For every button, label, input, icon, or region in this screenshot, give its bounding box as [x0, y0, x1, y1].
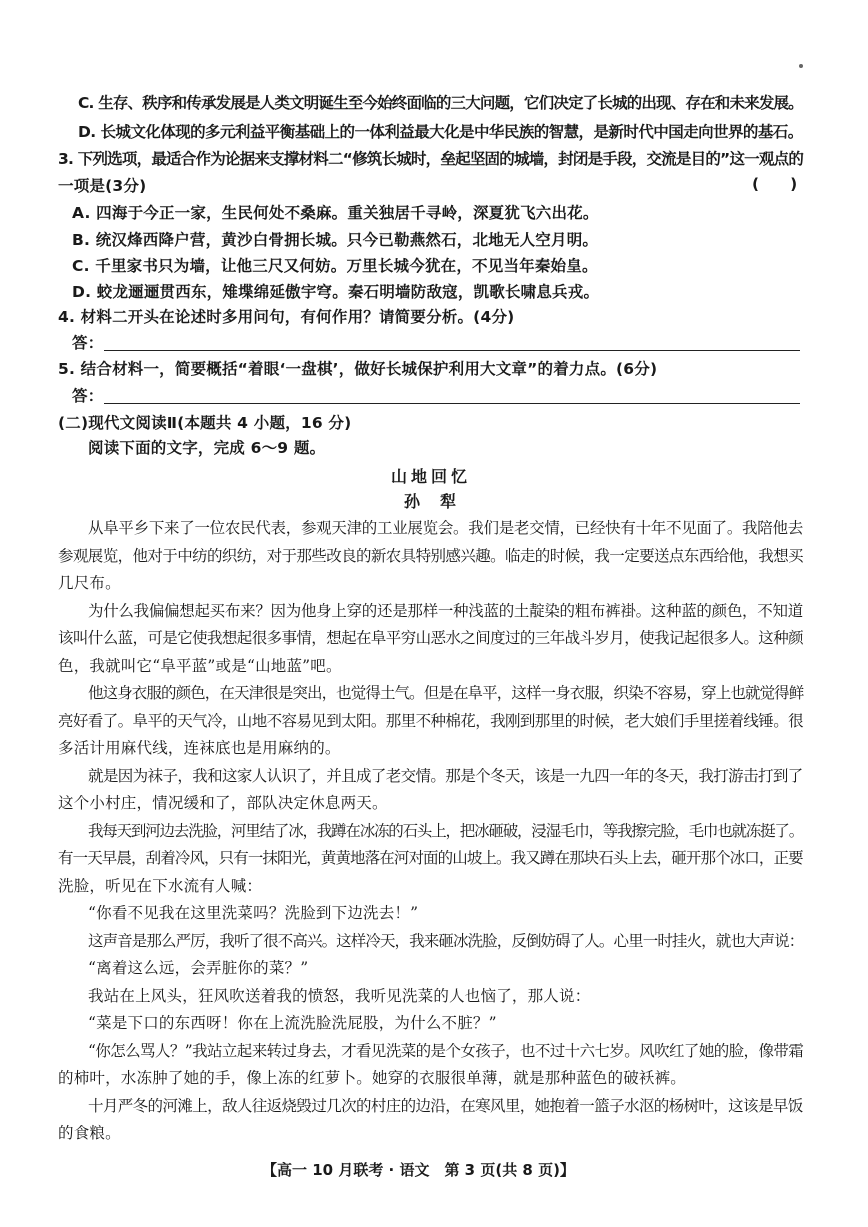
article-line: “你怎么骂人？”我站立起来转过身去，才看见洗菜的是个女孩子，也不过十六七岁。风吹红了她的脸，像带霜 — [88, 1042, 804, 1060]
question-5-answer-label: 答： — [72, 387, 104, 405]
section-heading: (二)现代文阅读Ⅱ(本题共 4 小题，16 分) — [58, 414, 352, 432]
reading-instruction: 阅读下面的文字，完成 6～9 题。 — [88, 439, 326, 457]
answer-bracket: ( ) — [752, 175, 798, 193]
article-line: 洗脸，听见在下水流有人喊： — [58, 877, 263, 895]
article-line: 为什么我偏偏想起买布来？因为他身上穿的还是那样一种浅蓝的土靛染的粗布裤褂。这种蓝的颜色，不知道 — [88, 602, 803, 620]
question-4: 4. 材料二开头在论述时多用问句，有何作用？请简要分析。(4分) — [58, 308, 515, 326]
article-line: 这个小村庄，情况缓和了，部队决定休息两天。 — [58, 794, 388, 812]
option-d-prev: D. 长城文化体现的多元利益平衡基础上的一体利益最大化是中华民族的智慧，是新时代中国走向世界的基石。 — [78, 123, 803, 141]
article-line: “菜是下口的东西呀！你在上流洗脸洗屁股，为什么不脏？” — [88, 1014, 497, 1032]
article-line: 有一天早晨，刮着冷风，只有一抹阳光，黄黄地落在河对面的山坡上。我又蹲在那块石头上去，砸开那个冰口，正要 — [58, 849, 803, 867]
question-3-option-a: A. 四海于今正一家，生民何处不桑麻。重关独居千寻岭，深夏犹飞六出花。 — [72, 204, 599, 222]
question-3-option-d: D. 蛟龙逦逦贯西东，雉堞绵延傲宇穹。秦石明墙防敌寇，凯歌长啸息兵戎。 — [72, 283, 600, 301]
article-line: “离着这么远，会弄脏你的菜？” — [88, 959, 309, 977]
article-line: 他这身衣服的颜色，在天津很是突出，也觉得土气。但是在阜平，这样一身衣服，织染不容易，穿上也就觉得鲜 — [88, 684, 804, 702]
article-line: “你看不见我在这里洗菜吗？洗脸到下边洗去！” — [88, 904, 419, 922]
article-line: 就是因为袜子，我和这家人认识了，并且成了老交情。那是个冬天，该是一九四一年的冬天，我打游击打到了 — [88, 767, 803, 785]
page-footer: 【高一 10 月联考 · 语文 第 3 页(共 8 页)】 — [262, 1161, 575, 1179]
question-4-answer-line — [104, 350, 800, 351]
article-line: 亮好看了。阜平的天气冷，山地不容易见到太阳。那里不种棉花，我刚到那里的时候，老大娘们手里搓着线锤。很 — [58, 712, 804, 730]
question-5-answer-line — [104, 403, 800, 404]
article-line: 这声音是那么严厉，我听了很不高兴。这样冷天，我来砸冰洗脸，反倒妨碍了人。心里一时挂火，就也大声说： — [88, 932, 804, 950]
article-line: 参观展览，他对于中纺的织纺，对于那些改良的新农具特别感兴趣。临走的时候，我一定要送点东西给他，我想买 — [58, 547, 804, 565]
article-line: 的柿叶，水冻肿了她的手，像上冻的红萝卜。她穿的衣服很单薄，就是那种蓝色的破袄裤。 — [58, 1069, 687, 1087]
article-line: 几尺布。 — [58, 574, 121, 592]
article-line: 十月严冬的河滩上，敌人往返烧毁过几次的村庄的边沿，在寒风里，她抱着一篮子水沤的杨树叶，这该是早饭 — [88, 1097, 803, 1115]
article-line: 我站在上风头，狂风吹送着我的愤怒，我听见洗菜的人也恼了，那人说： — [88, 987, 591, 1005]
scan-speck — [799, 64, 803, 68]
article-line: 色，我就叫它“阜平蓝”或是“山地蓝”吧。 — [58, 657, 342, 675]
option-c-prev: C. 生存、秩序和传承发展是人类文明诞生至今始终面临的三大问题，它们决定了长城的出现、存在和未来发展。 — [78, 94, 803, 112]
question-4-answer-label: 答： — [72, 334, 104, 352]
article-line: 该叫什么蓝，可是它使我想起很多事情，想起在阜平穷山恶水之间度过的三年战斗岁月，使我记起很多人。这种颜 — [58, 629, 804, 647]
article-title: 山地回忆 — [391, 467, 472, 486]
question-3-option-c: C. 千里家书只为墙，让他三尺又何妨。万里长城今犹在，不见当年秦始皇。 — [72, 257, 598, 275]
question-3-option-b: B. 统汉烽西降户营，黄沙白骨拥长城。只今已勒燕然石，北地无人空月明。 — [72, 231, 599, 249]
article-author: 孙 犁 — [404, 492, 459, 511]
article-line: 的食粮。 — [58, 1124, 121, 1142]
article-line: 多活计用麻代线，连袜底也是用麻纳的。 — [58, 739, 341, 757]
article-line: 我每天到河边去洗脸，河里结了冰，我蹲在冰冻的石头上，把冰砸破，浸湿毛巾，等我擦完脸，毛巾也就冻挺了。 — [88, 822, 804, 840]
question-3-score: 一项是(3分) — [58, 177, 147, 195]
question-5: 5. 结合材料一，简要概括“着眼‘一盘棋’，做好长城保护利用大文章”的着力点。(6分) — [58, 360, 658, 378]
article-line: 从阜平乡下来了一位农民代表，参观天津的工业展览会。我们是老交情，已经快有十年不见面了。我陪他去 — [88, 519, 803, 537]
question-3: 3. 下列选项，最适合作为论据来支撑材料二“修筑长城时，垒起坚固的城墙，封闭是手段，交流是目的”这一观点的 — [58, 150, 804, 168]
